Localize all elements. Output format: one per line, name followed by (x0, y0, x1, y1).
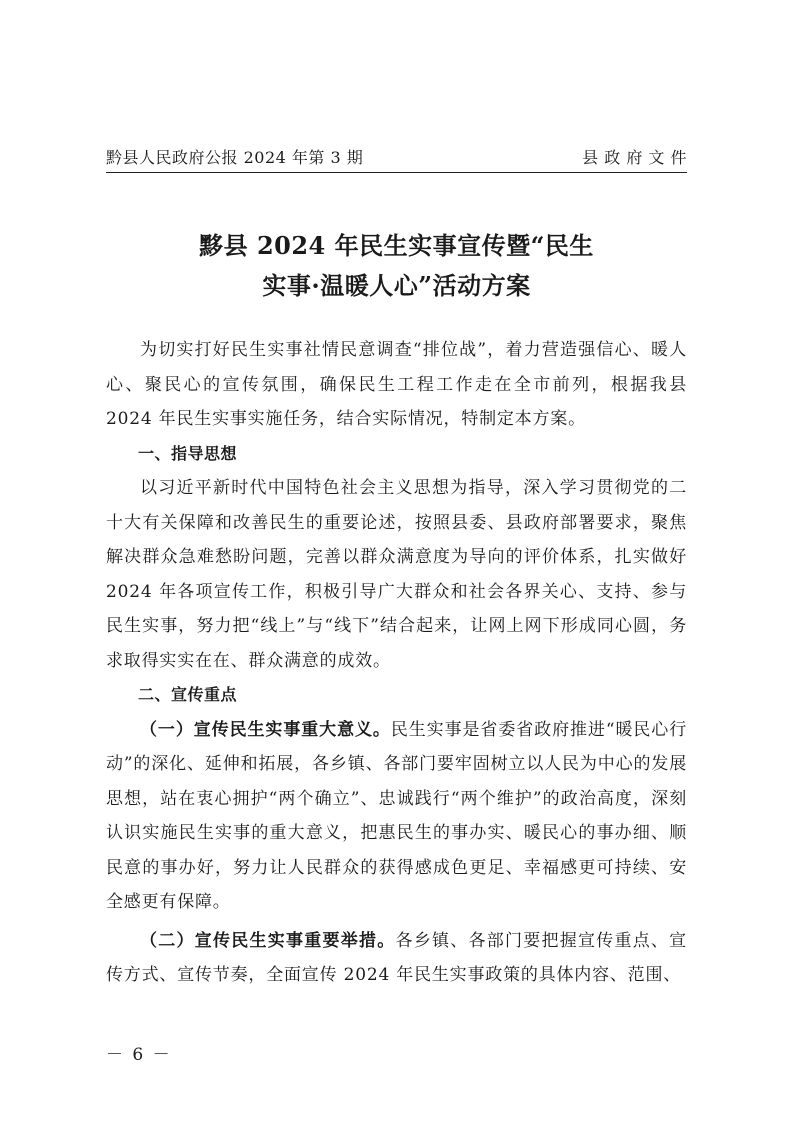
document-title (106, 226, 687, 306)
publicity-item-1 (106, 713, 687, 920)
publicity-item-1-lead: （一）宣传民生实事重大意义。 (140, 719, 391, 740)
title-line-2: 实事·温暖人心”活动方案 (262, 271, 531, 300)
guiding-ideology-paragraph: 以习近平新时代中国特色社会主义思想为指导，深入学习贯彻党的二十大有关保障和改善民生的重要论述，按照县委、县政府部署要求，聚焦解决群众急难愁盼问题，完善以群众满意度为导向的评价体系，扎实做好 2024 年各项宣传工作，积极引导广大群众和社会各界关心、支持、参与民生实事，努力把“线上”与“线下”结合起来，让网上网下形成同心圆，务求取得实实在在、群众满意的成效。 (106, 478, 687, 671)
document-body (106, 333, 687, 993)
page-number: － 6 － (106, 1045, 172, 1065)
publicity-item-2 (106, 924, 687, 993)
publicity-item-1-text: 民生实事是省委省政府推进“暖民心行动”的深化、延伸和拓展，各乡镇、各部门要牢固树立以人民为中心的发展思想，站在衷心拥护“两个确立”、忠诚践行“两个维护”的政治高度，深刻认识实施民生实事的重大意义，把惠民生的事办实、暖民心的事办细、顺民意的事办好，努力让人民群众的获得感成色更足、幸福感更可持续、安全感更有保障。 (106, 719, 688, 912)
intro-paragraph: 为切实打好民生实事社情民意调查“排位战”，着力营造强信心、暖人心、聚民心的宣传氛围，确保民生工程工作走在全市前列，根据我县 2024 年民生实事实施任务，结合实际情况，特制定本方案。 (106, 340, 687, 429)
title-line-1: 黟县 2024 年民生实事宣传暨“民生 (199, 231, 594, 260)
header-category: 县 政 府 文 件 (582, 148, 687, 167)
publicity-item-2-lead: （二）宣传民生实事重要举措。 (140, 930, 396, 951)
section-heading-publicity-focus: 二、宣传重点 (138, 685, 238, 704)
header-publication: 黔县人民政府公报 2024 年第 3 期 (106, 148, 364, 167)
publicity-item-2-text: 各乡镇、各部门要把握宣传重点、宣传方式、宣传节奏，全面宣传 2024 年民生实事政策的具体内容、范围、 (106, 930, 687, 985)
section-heading-guiding-ideology: 一、指导思想 (138, 443, 238, 463)
page-header (106, 142, 687, 168)
header-divider (106, 172, 687, 173)
